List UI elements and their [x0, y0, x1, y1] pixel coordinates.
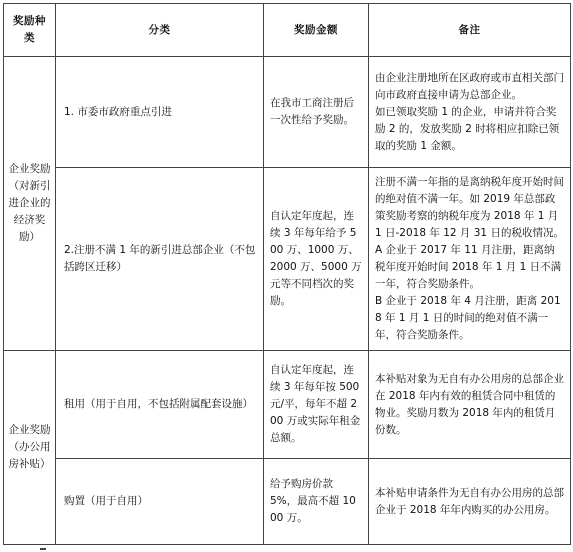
notes-cell — [369, 459, 571, 545]
table-row — [4, 168, 571, 351]
note-paragraph: 注册不满一年指的是离纳税年度开始时间的绝对值不满一年。如 2019 年总部政策奖励考察的纳税年度为 2018 年 1 月 1 日-2018 年 12 月 31 日的税收情况。A 企业于 2017 年 11 月注册，距离纳税年度开始时间 2018 年 1 月 1 日不满一年，符合奖励条件。 — [375, 176, 564, 290]
table-header-row — [4, 4, 571, 57]
amount-cell: 给予购房价款 5%，最高不超 1000 万。 — [264, 459, 369, 545]
amount-cell: 自认定年度起，连续 3 年每年给予 500 万、1000 万、2000 万、5000 万元等不同档次的奖励。 — [264, 168, 369, 351]
award-type-cell: 企业奖励（对新引进企业的经济奖励） — [4, 57, 56, 351]
note-paragraph: 如已领取奖励 1 的企业，申请并符合奖励 2 的，发放奖励 2 时将相应扣除已领取的奖励 1 金额。 — [375, 105, 560, 152]
note-paragraph: B 企业于 2018 年 4 月注册，距离 2018 年 1 月 1 日的时间的绝对值不满一年，符合奖励条件。 — [375, 295, 561, 341]
header-award-amount: 奖励金额 — [264, 4, 369, 57]
category-cell: 1. 市委市政府重点引进 — [56, 57, 264, 168]
header-award-type: 奖励种类 — [4, 4, 56, 57]
table-row — [4, 57, 571, 168]
category-cell: 2.注册不满 1 年的新引进总部企业（不包括跨区迁移） — [56, 168, 264, 351]
page-edge-mark — [40, 548, 46, 550]
award-type-cell: 企业奖励（办公用房补贴） — [4, 351, 56, 545]
category-cell: 租用（用于自用，不包括附属配套设施） — [56, 351, 264, 459]
note-paragraph: 本补贴申请条件为无自有办公用房的总部企业于 2018 年年内购买的办公用房。 — [375, 486, 564, 516]
amount-cell: 在我市工商注册后一次性给予奖励。 — [264, 57, 369, 168]
notes-cell — [369, 351, 571, 459]
amount-cell: 自认定年度起，连续 3 年每年按 500 元/平，每年不超 200 万或实际年租金总额。 — [264, 351, 369, 459]
table-row — [4, 459, 571, 545]
note-paragraph: 由企业注册地所在区政府或市直相关部门向市政府直接申请为总部企业。 — [375, 71, 564, 101]
award-policy-table — [3, 3, 571, 545]
notes-cell — [369, 168, 571, 351]
header-notes: 备注 — [369, 4, 571, 57]
header-category: 分类 — [56, 4, 264, 57]
notes-cell — [369, 57, 571, 168]
table-row — [4, 351, 571, 459]
category-cell: 购置（用于自用） — [56, 459, 264, 545]
note-paragraph: 本补贴对象为无自有办公用房的总部企业在 2018 年内有效的租赁合同中租赁的物业。奖励月数为 2018 年内的租赁月份数。 — [375, 372, 564, 436]
